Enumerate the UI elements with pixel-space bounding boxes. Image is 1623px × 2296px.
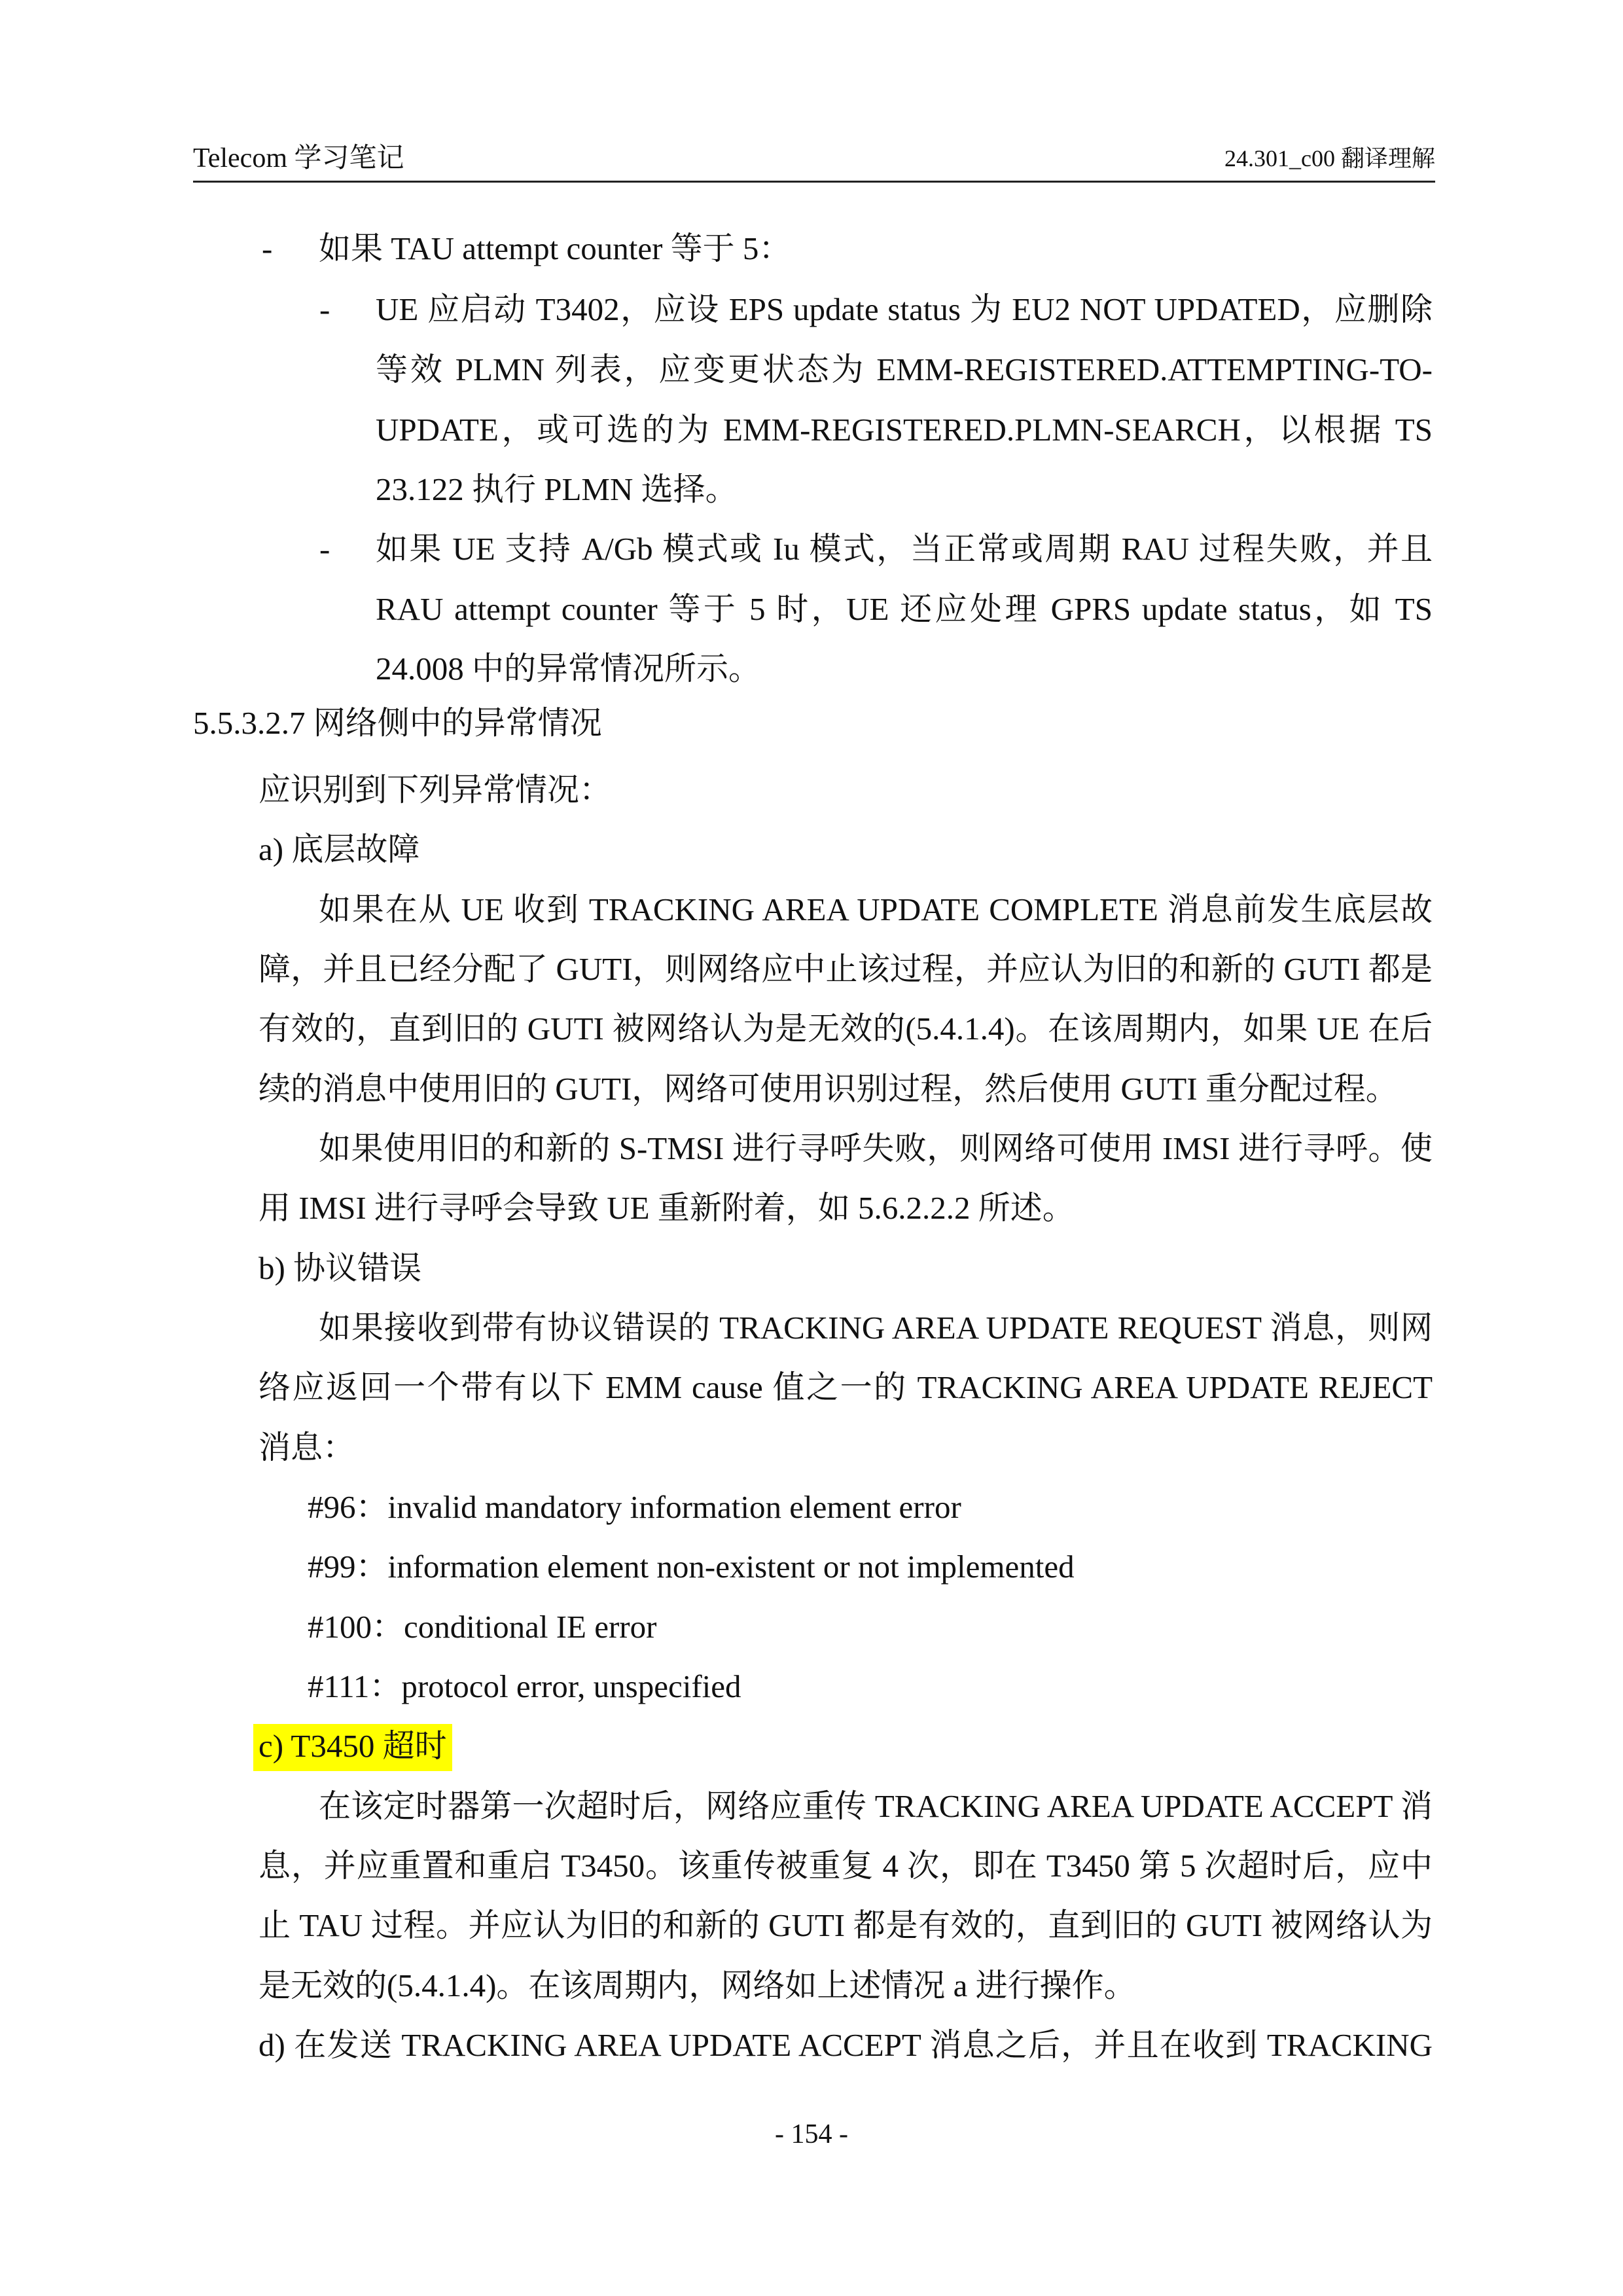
sub-bullet-line: UE 应启动 T3402，应设 EPS update status 为 EU2 NOT UPDATED，应删除 [376, 291, 1433, 327]
bullet-text: 如果 TAU attempt counter 等于 5： [319, 230, 791, 266]
page-number: - 154 - [775, 2119, 848, 2149]
sub-bullet-dash: - [319, 531, 330, 567]
paragraph-line: 应识别到下列异常情况： [259, 772, 612, 808]
sub-bullet-dash: - [319, 291, 330, 327]
sub-bullet-line: 23.122 执行 PLMN 选择。 [376, 471, 738, 507]
sub-bullet-line: 如果 UE 支持 A/Gb 模式或 Iu 模式，当正常或周期 RAU 过程失败，并且 [376, 531, 1433, 567]
paragraph-line: 是无效的(5.4.1.4)。在该周期内，网络如上述情况 a 进行操作。 [259, 1967, 1136, 2003]
cause-item: #100：conditional IE error [308, 1609, 657, 1645]
case-heading-c-highlighted: c) T3450 超时 [253, 1724, 452, 1771]
paragraph-line: 止 TAU 过程。并应认为旧的和新的 GUTI 都是有效的，直到旧的 GUTI 被网络认为 [259, 1907, 1433, 1943]
header-right-title: 24.301_c00 翻译理解 [1224, 145, 1435, 171]
case-heading-d: d) 在发送 TRACKING AREA UPDATE ACCEPT 消息之后，并且在收到 TRACKING [259, 2027, 1433, 2063]
header-left-title: Telecom 学习笔记 [193, 143, 404, 173]
cause-item: #96：invalid mandatory information element error [308, 1489, 961, 1525]
sub-bullet-line: RAU attempt counter 等于 5 时，UE 还应处理 GPRS update status，如 TS [376, 591, 1433, 627]
paragraph-line: 续的消息中使用旧的 GUTI，网络可使用识别过程，然后使用 GUTI 重分配过程。 [259, 1071, 1398, 1107]
paragraph-line: 在该定时器第一次超时后，网络应重传 TRACKING AREA UPDATE ACCEPT 消 [319, 1788, 1433, 1824]
paragraph-line: 障，并且已经分配了 GUTI，则网络应中止该过程，并应认为旧的和新的 GUTI 都是 [259, 951, 1433, 987]
paragraph-line: 息，并应重置和重启 T3450。该重传被重复 4 次，即在 T3450 第 5 次超时后，应中 [259, 1848, 1433, 1884]
sub-bullet-line: UPDATE，或可选的为 EMM-REGISTERED.PLMN-SEARCH，以根据 TS [376, 412, 1433, 448]
paragraph-line: 用 IMSI 进行寻呼会导致 UE 重新附着，如 5.6.2.2.2 所述。 [259, 1190, 1075, 1226]
bullet-dash: - [262, 230, 273, 266]
paragraph-line: 如果使用旧的和新的 S-TMSI 进行寻呼失败，则网络可使用 IMSI 进行寻呼。使 [319, 1130, 1433, 1166]
cause-item: #111：protocol error, unspecified [308, 1668, 741, 1704]
case-heading-b: b) 协议错误 [259, 1250, 422, 1286]
paragraph-line: 络应返回一个带有以下 EMM cause 值之一的 TRACKING AREA UPDATE REJECT [259, 1369, 1433, 1405]
paragraph-line: 有效的，直到旧的 GUTI 被网络认为是无效的(5.4.1.4)。在该周期内，如果 UE 在后 [259, 1011, 1433, 1047]
paragraph-line: 如果接收到带有协议错误的 TRACKING AREA UPDATE REQUEST 消息，则网 [319, 1310, 1433, 1346]
paragraph-line: 消息： [259, 1429, 355, 1465]
sub-bullet-line: 24.008 中的异常情况所示。 [376, 651, 761, 687]
section-heading: 5.5.3.2.7 网络侧中的异常情况 [193, 705, 602, 741]
cause-item: #99：information element non-existent or not implemented [308, 1549, 1075, 1585]
page-header [193, 128, 1435, 183]
case-heading-a: a) 底层故障 [259, 831, 420, 867]
paragraph-line: 如果在从 UE 收到 TRACKING AREA UPDATE COMPLETE 消息前发生底层故 [319, 891, 1433, 927]
sub-bullet-line: 等效 PLMN 列表，应变更状态为 EMM-REGISTERED.ATTEMPTING-TO- [376, 351, 1433, 387]
